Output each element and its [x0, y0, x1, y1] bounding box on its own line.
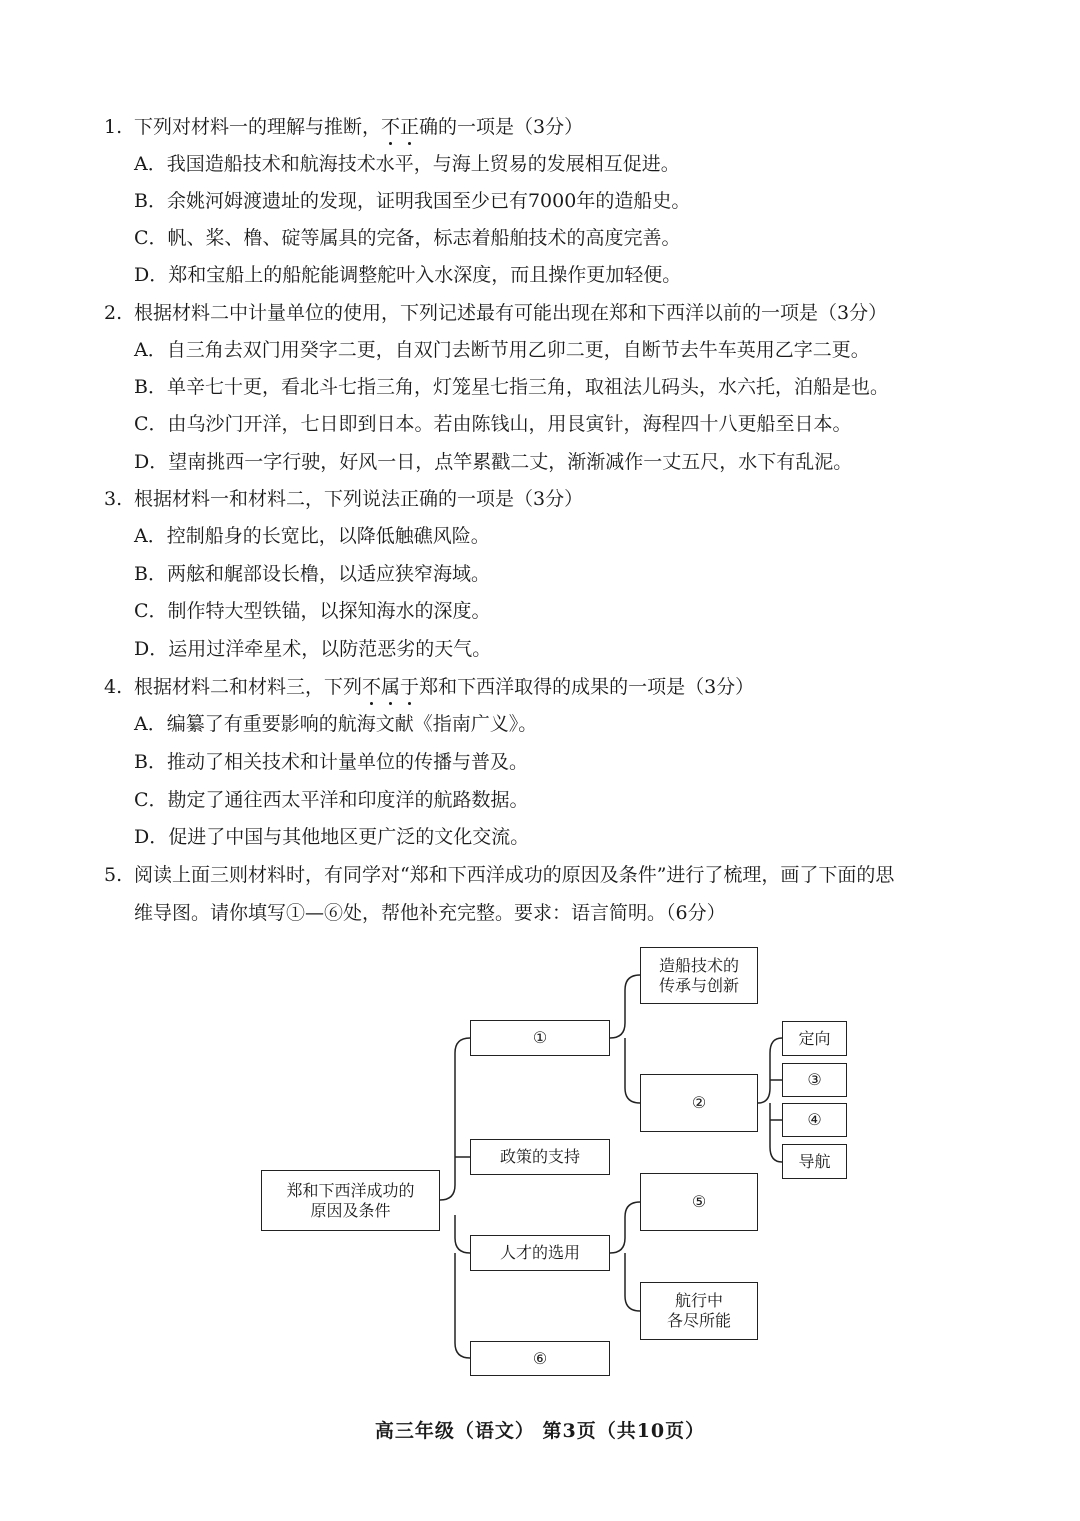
option-c: C．制作特大型铁锚，以探知海水的深度。	[134, 600, 491, 622]
page-footer: 高三年级（语文） 第3页（共10页）	[374, 1420, 706, 1442]
question-number: 3.	[104, 488, 123, 510]
question-stem-line-2: 维导图。请你填写①—⑥处，帮他补充完整。要求：语言简明。（6分）	[134, 902, 726, 924]
mindmap-orientation-box: 定向	[782, 1021, 847, 1056]
mindmap-navigation-box: 导航	[782, 1144, 847, 1179]
question-stem-line-1: 阅读上面三则材料时，有同学对“郑和下西洋成功的原因及条件”进行了梳理，画了下面的思	[134, 864, 895, 886]
connector-child2-leaves	[758, 1038, 782, 1162]
question-stem: 根据材料二和材料三，下列不属于郑和下西洋取得的成果的一项是（3分）	[134, 673, 754, 701]
question-number: 1.	[104, 116, 123, 138]
option-c: C．勘定了通往西太平洋和印度洋的航路数据。	[134, 789, 529, 811]
mindmap-blank-3-box: ③	[782, 1063, 847, 1097]
option-d: D．望南挑西一字行驶，好风一日，点竿累戳二丈，渐渐减作一丈五尺，水下有乱泥。	[134, 451, 853, 473]
question-number: 5.	[104, 864, 123, 886]
option-b: B．单辛七十更，看北斗七指三角，灯笼星七指三角，取祖法儿码头，水六托，泊船是也。	[134, 376, 889, 398]
mindmap-duty-box: 航行中 各尽所能	[640, 1282, 758, 1340]
mindmap-policy-box: 政策的支持	[470, 1139, 610, 1175]
mindmap-blank-1-box: ①	[470, 1020, 610, 1056]
option-a: A．我国造船技术和航海技术水平，与海上贸易的发展相互促进。	[134, 153, 680, 175]
question-number: 2.	[104, 302, 123, 324]
option-d: D．郑和宝船上的船舵能调整舵叶入水深度，而且操作更加轻便。	[134, 264, 682, 286]
option-d: D．促进了中国与其他地区更广泛的文化交流。	[134, 826, 530, 848]
mindmap-shipbuilding-box: 造船技术的 传承与创新	[640, 947, 758, 1004]
mindmap-root-box: 郑和下西洋成功的 原因及条件	[261, 1170, 440, 1231]
option-c: C．帆、桨、橹、碇等属具的完备，标志着船舶技术的高度完善。	[134, 227, 681, 249]
option-a: A．控制船身的长宽比，以降低触礁风险。	[134, 525, 490, 547]
mindmap-talent-box: 人才的选用	[470, 1235, 610, 1271]
question-stem: 根据材料二中计量单位的使用，下列记述最有可能出现在郑和下西洋以前的一项是（3分）	[134, 302, 888, 324]
option-b: B．推动了相关技术和计量单位的传播与普及。	[134, 751, 528, 773]
connector-branch3-children	[610, 1202, 640, 1311]
option-b: B．余姚河姆渡遗址的发现，证明我国至少已有7000年的造船史。	[134, 190, 691, 212]
connector-root-branches	[440, 1038, 470, 1358]
mindmap-blank-6-box: ⑥	[470, 1341, 610, 1376]
question-number: 4.	[104, 676, 123, 698]
option-b: B．两舷和艉部设长橹，以适应狭窄海域。	[134, 563, 490, 585]
mindmap-blank-2-box: ②	[640, 1074, 758, 1132]
option-d: D．运用过洋牵星术，以防范恶劣的天气。	[134, 638, 492, 660]
option-a: A．编纂了有重要影响的航海文献《指南广义》。	[134, 713, 538, 735]
mindmap-blank-4-box: ④	[782, 1103, 847, 1137]
question-stem: 下列对材料一的理解与推断，不正确的一项是（3分）	[134, 113, 583, 141]
option-a: A．自三角去双门用癸字二更，自双门去断节用乙卯二更，自断节去牛车英用乙字二更。	[134, 339, 870, 361]
question-stem: 根据材料一和材料二，下列说法正确的一项是（3分）	[134, 488, 584, 510]
option-c: C．由乌沙门开洋，七日即到日本。若由陈钱山，用艮寅针，海程四十八更船至日本。	[134, 413, 852, 435]
connector-branch1-children	[610, 975, 640, 1103]
mindmap-blank-5-box: ⑤	[640, 1173, 758, 1231]
